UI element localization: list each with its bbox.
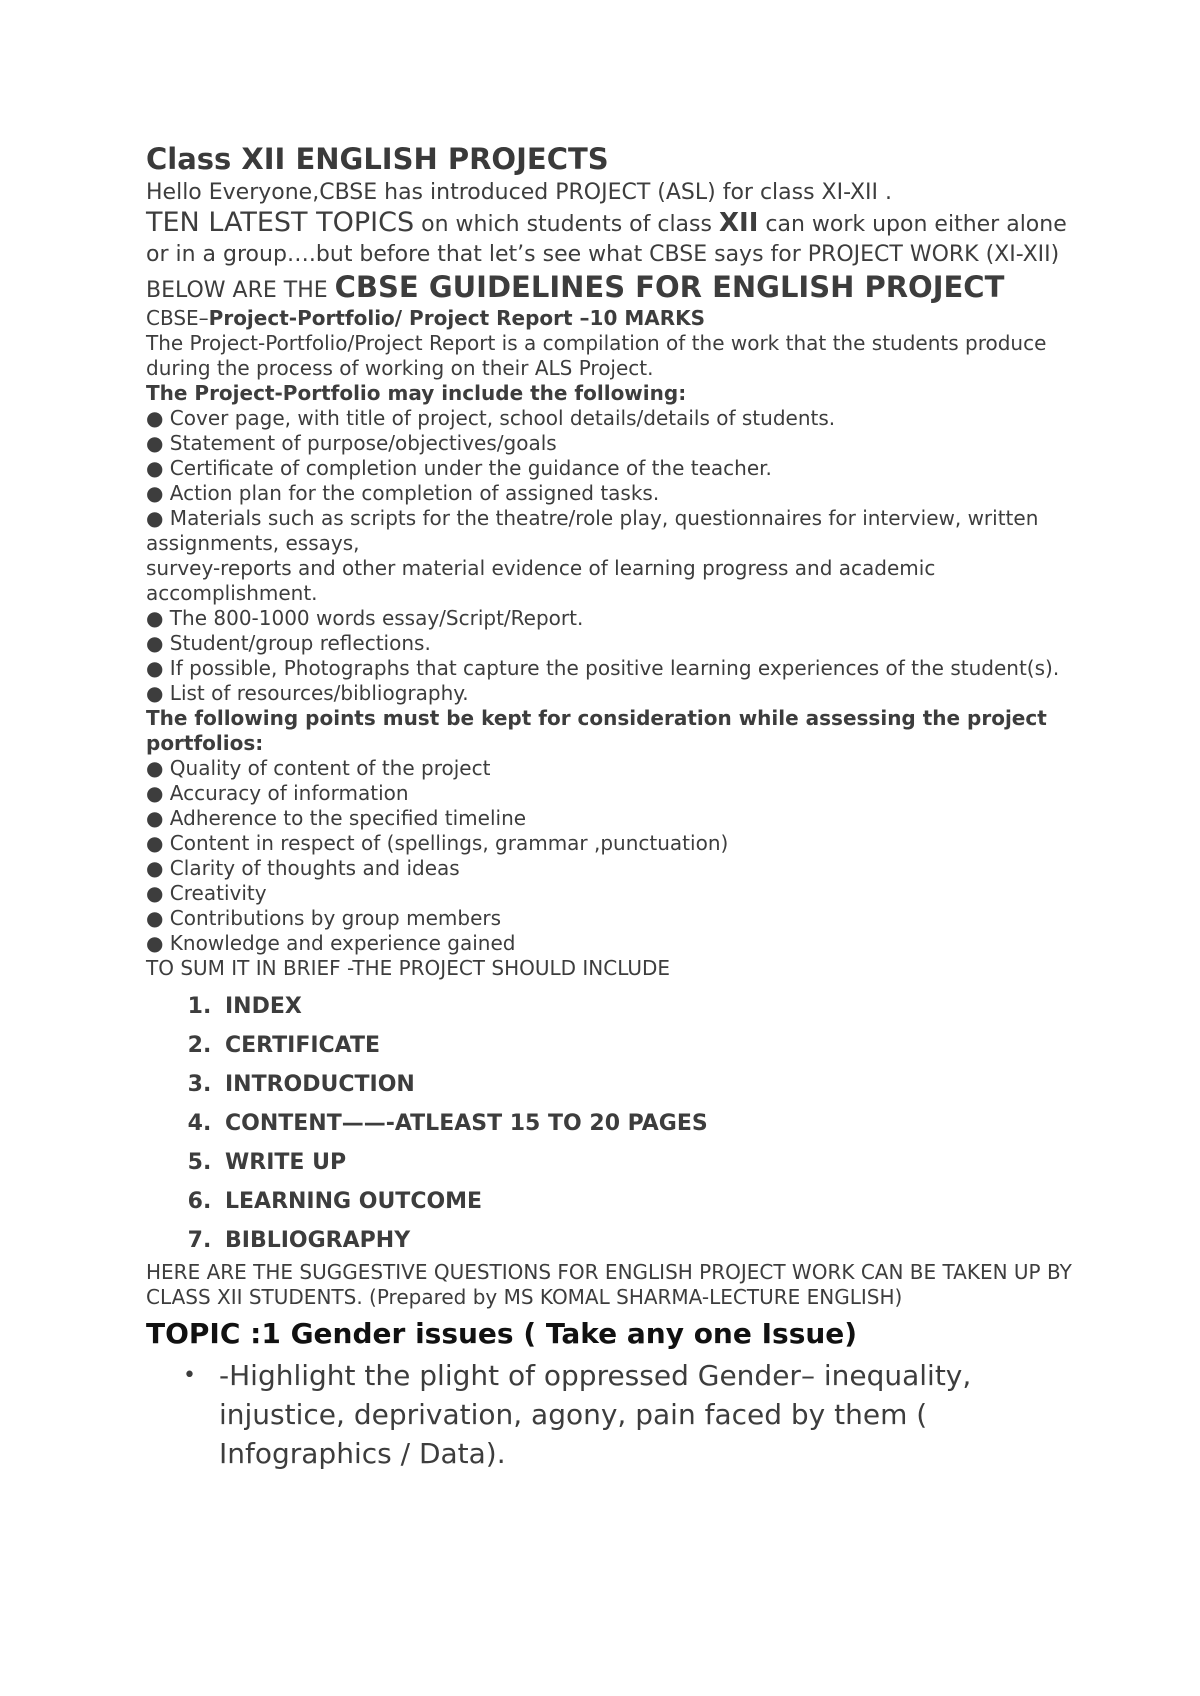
list-item: ● Action plan for the completion of assigned tasks. (146, 481, 660, 505)
list-item: ● Contributions by group members (146, 906, 502, 930)
list-item: ● Knowledge and experience gained (146, 931, 516, 955)
summary-item-certificate: 2. CERTIFICATE (219, 1026, 1086, 1065)
include-heading: The Project-Portfolio may include the following: (146, 381, 687, 405)
summary-item-index: 1. INDEX (219, 987, 1086, 1026)
list-item: ● Adherence to the specified timeline (146, 806, 527, 830)
topic-1-point (183, 1356, 1086, 1473)
list-item: ● Statement of purpose/objectives/goals (146, 431, 557, 455)
list-item: ● Cover page, with title of project, school details/details of students. (146, 406, 836, 430)
portfolio-title: Project-Portfolio/ Project Report –10 MARKS (208, 306, 705, 330)
intro-hello: Hello Everyone,CBSE has introduced PROJECT (ASL) for class XI-XII . (146, 180, 892, 205)
list-item: ● Materials such as scripts for the theatre/role play, questionnaires for interview, written assignments, essays, (146, 506, 1039, 555)
list-item: ● Content in respect of (spellings, grammar ,punctuation) (146, 831, 729, 855)
suggestive-questions-text: HERE ARE THE SUGGESTIVE QUESTIONS FOR ENGLISH PROJECT WORK CAN BE TAKEN UP BY CLASS XII STUDENTS. (Prepared by MS KOMAL SHARMA-LECTURE ENGLISH) (146, 1260, 1072, 1309)
list-item: ● Clarity of thoughts and ideas (146, 856, 460, 880)
guidelines-prefix: BELOW ARE THE (146, 278, 335, 303)
portfolio-title-line (146, 306, 1086, 331)
class-xii-text: XII (718, 208, 759, 238)
list-item: survey-reports and other material evidence of learning progress and academic accomplishment. (146, 556, 936, 605)
list-item: ● Accuracy of information (146, 781, 409, 805)
summary-item-content: 4. CONTENT——-ATLEAST 15 TO 20 PAGES (219, 1104, 1086, 1143)
intro-paragraph (146, 208, 1086, 270)
guidelines-heading: CBSE GUIDELINES FOR ENGLISH PROJECT (334, 270, 1005, 304)
list-item: ● List of resources/bibliography. (146, 681, 469, 705)
list-item: ● If possible, Photographs that capture the positive learning experiences of the student(s). (146, 656, 1060, 680)
document-title: Class XII ENGLISH PROJECTS (146, 142, 609, 176)
summary-item-write-up: 5. WRITE UP (219, 1143, 1086, 1182)
ten-latest-topics: TEN LATEST TOPICS (146, 207, 415, 238)
summary-item-introduction: 3. INTRODUCTION (219, 1065, 1086, 1104)
list-item: ● Student/group reflections. (146, 631, 431, 655)
topic-1-point-text: -Highlight the plight of oppressed Gender– inequality, injustice, deprivation, agony, pain faced by them ( Infographics / Data). (219, 1359, 972, 1470)
assess-heading: The following points must be kept for consideration while assessing the project portfolios: (146, 706, 1047, 755)
summary-item-bibliography: 7. BIBLIOGRAPHY (219, 1221, 1086, 1260)
list-item: ● Quality of content of the project (146, 756, 491, 780)
portfolio-description: The Project-Portfolio/Project Report is a compilation of the work that the students produce during the process of working on their ALS Project. (146, 331, 1047, 380)
list-item: ● Creativity (146, 881, 267, 905)
document-page (146, 140, 1086, 1473)
summary-heading: TO SUM IT IN BRIEF -THE PROJECT SHOULD INCLUDE (146, 956, 671, 980)
bullet-icon: • (183, 1363, 196, 1388)
work-upon-text: can work upon either alone or in a group….but before that let’s see what CBSE says for PROJECT WORK (XI-XII) (146, 212, 1067, 267)
list-item: ● Certificate of completion under the guidance of the teacher. (146, 456, 772, 480)
summary-item-learning-outcome: 6. LEARNING OUTCOME (219, 1182, 1086, 1221)
topic-1-heading: TOPIC :1 Gender issues ( Take any one Issue) (146, 1317, 858, 1350)
list-item: ● The 800-1000 words essay/Script/Report. (146, 606, 584, 630)
summary-list (146, 987, 1086, 1260)
topic-1-list (146, 1356, 1086, 1473)
cbse-prefix: CBSE– (146, 306, 209, 330)
guidelines-heading-line (146, 272, 1086, 306)
students-of-class-text: on which students of class (414, 212, 719, 237)
